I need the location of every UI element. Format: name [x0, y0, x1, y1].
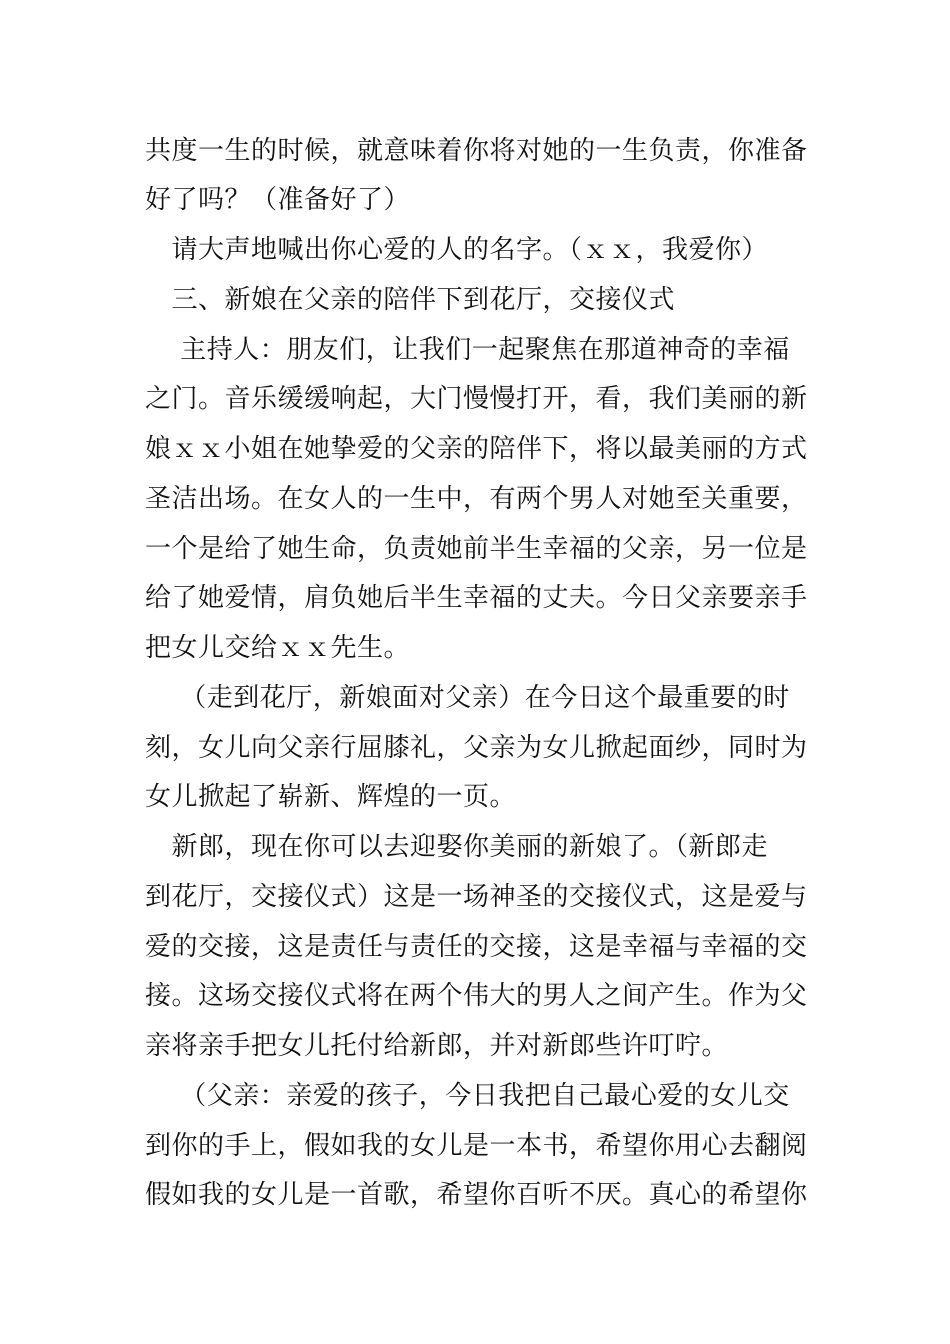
text-line: 亲将亲手把女儿托付给新郎，并对新郎些许叮咛。: [145, 1031, 729, 1061]
text-line: 女儿掀起了崭新、辉煌的一页。: [145, 782, 517, 812]
text-line: 接。这场交接仪式将在两个伟大的男人之间产生。作为父: [145, 981, 808, 1011]
text-line: 刻，女儿向父亲行屈膝礼，父亲为女儿掀起面纱，同时为: [145, 733, 808, 763]
text-line: 好了吗？（准备好了）: [145, 185, 411, 215]
text-line: 一个是给了她生命，负责她前半生幸福的父亲，另一位是: [145, 534, 808, 564]
text-line: 爱的交接，这是责任与责任的交接，这是幸福与幸福的交: [145, 932, 808, 962]
text-line: （走到花厅，新娘面对父亲）在今日这个最重要的时: [145, 683, 790, 713]
text-line: 共度一生的时候，就意味着你将对她的一生负责，你准备: [145, 136, 808, 166]
text-line: 给了她爱情，肩负她后半生幸福的丈夫。今日父亲要亲手: [145, 583, 808, 613]
section-heading: 三、新娘在父亲的陪伴下到花厅，交接仪式: [145, 285, 676, 315]
text-line: 把女儿交给ｘｘ先生。: [145, 633, 411, 663]
text-line: 请大声地喊出你心爱的人的名字。（ｘｘ，我爱你）: [145, 235, 769, 265]
text-line: 新郎，现在你可以去迎娶你美丽的新娘了。（新郎走: [145, 832, 769, 862]
text-line: 假如我的女儿是一首歌，希望你百听不厌。真心的希望你: [145, 1180, 808, 1210]
text-line: 主持人：朋友们，让我们一起聚焦在那道神奇的幸福: [145, 335, 790, 365]
text-line: （父亲：亲爱的孩子，今日我把自己最心爱的女儿交: [145, 1081, 790, 1111]
text-line: 到花厅，交接仪式）这是一场神圣的交接仪式，这是爱与: [145, 882, 808, 912]
text-line: 娘ｘｘ小姐在她挚爱的父亲的陪伴下，将以最美丽的方式: [145, 434, 808, 464]
text-line: 之门。音乐缓缓响起，大门慢慢打开，看，我们美丽的新: [145, 384, 808, 414]
text-line: 到你的手上，假如我的女儿是一本书，希望你用心去翻阅: [145, 1131, 808, 1161]
text-line: 圣洁出场。在女人的一生中，有两个男人对她至关重要，: [145, 484, 808, 514]
